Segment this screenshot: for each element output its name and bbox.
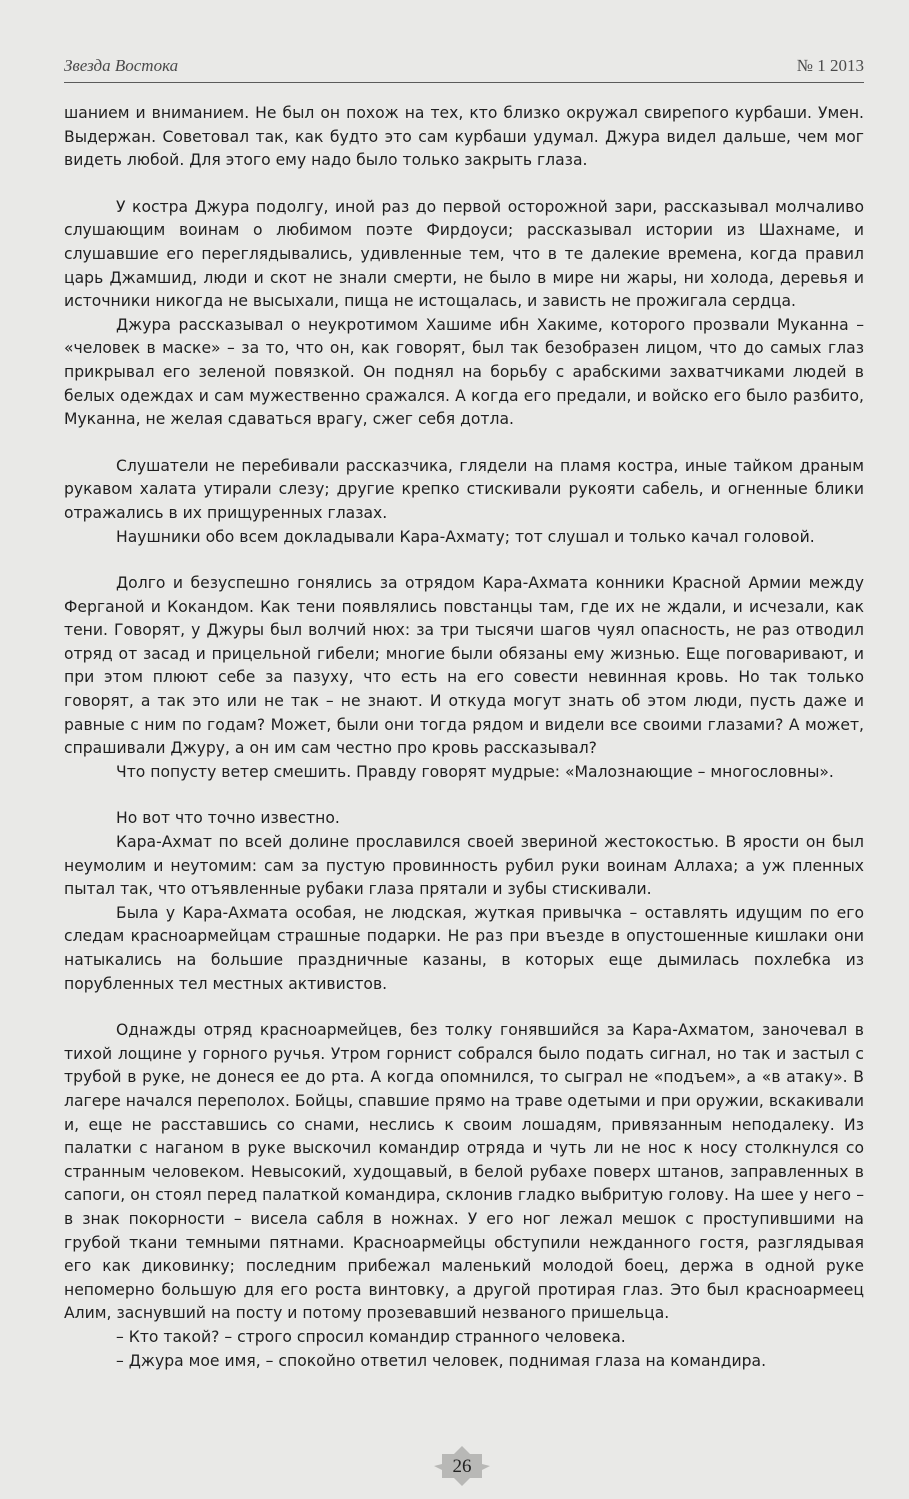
paragraph: Но вот что точно известно. [116,809,340,828]
journal-title: Звезда Востока [64,56,179,75]
paragraph: – Джура мое имя, – спокойно ответил человек, поднимая глаза на командира. [116,1351,767,1370]
issue-number: № 1 2013 [796,56,864,75]
paragraph: Кара-Ахмат по всей долине прославился своей звериной жестокостью. В ярости он был неумолим и неутомим: сам за пустую провинность рубил руки воинам Аллаха; а уж пленных пытал так, что отъявленные рубаки глаза прятали и зубы стискивали. [64,833,864,899]
running-header [64,54,864,83]
paragraph: Слушатели не перебивали рассказчика, глядели на пламя костра, иные тайком драным рукавом халата утирали слезу; другие крепко стискивали рукояти сабель, и огненные блики отражались в их прищуренных глазах. [64,456,864,522]
page-number: 26 [452,1456,472,1477]
page-number-badge [432,1444,492,1488]
paragraph: Наушники обо всем докладывали Кара-Ахмату; тот слушал и только качал головой. [116,527,815,546]
paragraph: Долго и безуспешно гонялись за отрядом Кара-Ахмата конники Красной Армии между Ферганой и Кокандом. Как тени появлялись повстанцы там, где их не ждали, и исчезали, как тени. Говорят, у Джуры был волчий нюх: за три тысячи шагов чуял опасность, не раз отводил отряд от засад и прицельной гибели; многие были обязаны ему жизнью. Еще поговаривают, и при этом плюют себе за пазуху, что есть на его совести невинная кровь. Но так только говорят, а так это или не так – не знают. И откуда могут знать об этом люди, пусть даже и равные с ним по годам? Может, были они тогда рядом и видели все своими глазами? А может, спрашивали Джуру, а он им сам честно про кровь рассказывал? [64,574,864,758]
paragraph: шанием и вниманием. Не был он похож на тех, кто близко окружал свирепого курбаши. Умен. Выдержан. Советовал так, как будто это сам курбаши удумал. Джура видел дальше, чем мог видеть любой. Для этого ему надо было только закрыть глаза. [64,104,864,170]
article-body [64,102,864,1373]
paragraph: Что попусту ветер смешить. Правду говорят мудрые: «Малознающие – многословны». [116,762,834,781]
paragraph: Джура рассказывал о неукротимом Хашиме ибн Хакиме, которого прозвали Муканна – «человек в маске» – за то, что он, как говорят, был так безобразен лицом, что до самых глаз прикрывал его зеленой повязкой. Он поднял на борьбу с арабскими захватчиками людей в белых одеждах и сам мужественно сражался. А когда его предали, и войско его было разбито, Муканна, не желая сдаваться врагу, сжег себя дотла. [64,315,864,429]
paragraph: Была у Кара-Ахмата особая, не людская, жуткая привычка – оставлять идущим по его следам красноармейцам страшные подарки. Не раз при въезде в опустошенные кишлаки они натыкались на большие праздничные казаны, в которых еще дымилась похлебка из порубленных тел местных активистов. [64,903,864,993]
paragraph: У костра Джура подолгу, иной раз до первой осторожной зари, рассказывал молчаливо слушающим воинам о любимом поэте Фирдоуси; рассказывал истории из Шахнаме, и слушавшие его переглядывались, удивленные тем, что в те далекие времена, когда правил царь Джамшид, люди и скот не знали смерти, не было в мире ни жары, ни холода, деревья и источники никогда не высыхали, пища не истощалась, и зависть не прожигала сердца. [64,197,864,311]
paragraph: Однажды отряд красноармейцев, без толку гонявшийся за Кара-Ахматом, заночевал в тихой лощине у горного ручья. Утром горнист собрался было подать сигнал, но так и застыл с трубой в руке, не донеся ее до рта. А когда опомнился, то сыграл не «подъем», а «в атаку». В лагере начался переполох. Бойцы, спавшие прямо на траве одетыми и при оружии, вскакивали и, еще не расставшись со снами, неслись к своим лошадям, привязанным неподалеку. Из палатки с наганом в руке выскочил командир отряда и чуть ли не нос к носу столкнулся со странным человеком. Невысокий, худощавый, в белой рубахе поверх штанов, заправленных в сапоги, он стоял перед палаткой командира, склонив гладко выбритую голову. На шее у него – в знак покорности – висела сабля в ножнах. У его ног лежал мешок с проступившими на грубой ткани темными пятнами. Красноармейцы обступили нежданного гостя, разглядывая его как диковинку; последним прибежал маленький молодой боец, держа в одной руке непомерно большую для его роста винтовку, а другой протирая глаз. Это был красноармеец Алим, заснувший на посту и потому прозевавший незваного пришельца. [64,1021,864,1323]
paragraph: – Кто такой? – строго спросил командир странного человека. [116,1327,626,1346]
